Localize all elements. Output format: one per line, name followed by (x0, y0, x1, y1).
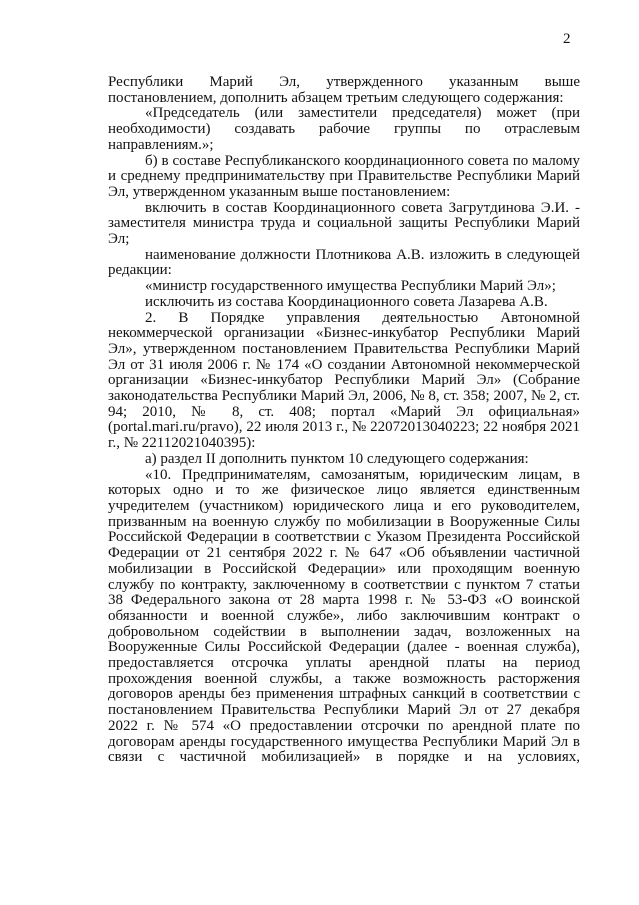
paragraph-item-b: б) в составе Республиканского координационного совета по малому и среднему предпринимательству при Правительстве Республики Марий Эл, утвержденном указанным выше постановлением: (108, 152, 580, 200)
paragraph-point-10: «10. Предпринимателям, самозанятым, юридическим лицам, в которых одно и то же физическое лицо является единственным учредителем (участником) юридического лица и его руководителем, призванным на военную службу по мобилизации в Вооруженные Силы Российской Федерации в соответствии с Указом Президента Российской Федерации от 21 сентября 2022 г. № 647 «Об объявлении частичной мобилизации в Российской Федерации» или проходящим военную службу по контракту, заключенному в соответствии с пунктом 7 статьи 38 Федерального закона от 28 марта 1998 г. № 53-ФЗ «О воинской обязанности и военной службе», либо заключившим контракт о добровольном содействии в выполнении задач, возложенных на Вооруженные Силы Российской Федерации (далее - военная служба), предоставляется отсрочка уплаты арендной платы на период прохождения военной службы, а также возможность расторжения договоров аренды без применения штрафных санкций в соответствии с постановлением Правительства Республики Марий Эл от 27 декабря 2022 г. № 574 «О предоставлении отсрочки по арендной плате по договорам аренды государственного имущества Республики Марий Эл в связи с частичной мобилизацией» в порядке и на условиях, (108, 466, 580, 766)
paragraph-include-member: включить в состав Координационного совета Загрутдинова Э.И. - заместителя министра труда и социальной защиты Республики Марий Эл; (108, 199, 580, 248)
paragraph-continuation: Республики Марий Эл, утвержденного указанным выше постановлением, дополнить абзацем третьим следующего содержания: (108, 74, 580, 106)
paragraph-minister-quote: «министр государственного имущества Республики Марий Эл»; (145, 278, 556, 295)
paragraph-exclude-member: исключить из состава Координационного совета Лазарева А.В. (145, 293, 548, 310)
paragraph-position-title: наименование должности Плотникова А.В. изложить в следующей редакции: (108, 246, 580, 279)
document-body (108, 75, 580, 766)
paragraph-section-2: 2. В Порядке управления деятельностью Автономной некоммерческой организации «Бизнес-инкубатор Республики Марий Эл», утвержденном постановлением Правительства Республики Марий Эл от 31 июля 2006 г. № 174 «О создании Автономной некоммерческой организации «Бизнес-инкубатор Республики Марий Эл» (Собрание законодательства Республики Марий Эл, 2006, № 8, ст. 358; 2007, № 2, ст. 94; 2010, № 8, ст. 408; портал «Марий Эл официальная» (portal.mari.ru/pravo), 22 июля 2013 г., № 22072013040223; 22 ноября 2021 г., № 22112021040395): (108, 309, 580, 452)
paragraph-item-a: а) раздел II дополнить пунктом 10 следующего содержания: (145, 450, 529, 467)
page-number: 2 (563, 31, 571, 47)
paragraph-quote-chairman: «Председатель (или заместители председателя) может (при необходимости) создавать рабочие группы по отраслевым направлениям.»; (108, 105, 580, 153)
